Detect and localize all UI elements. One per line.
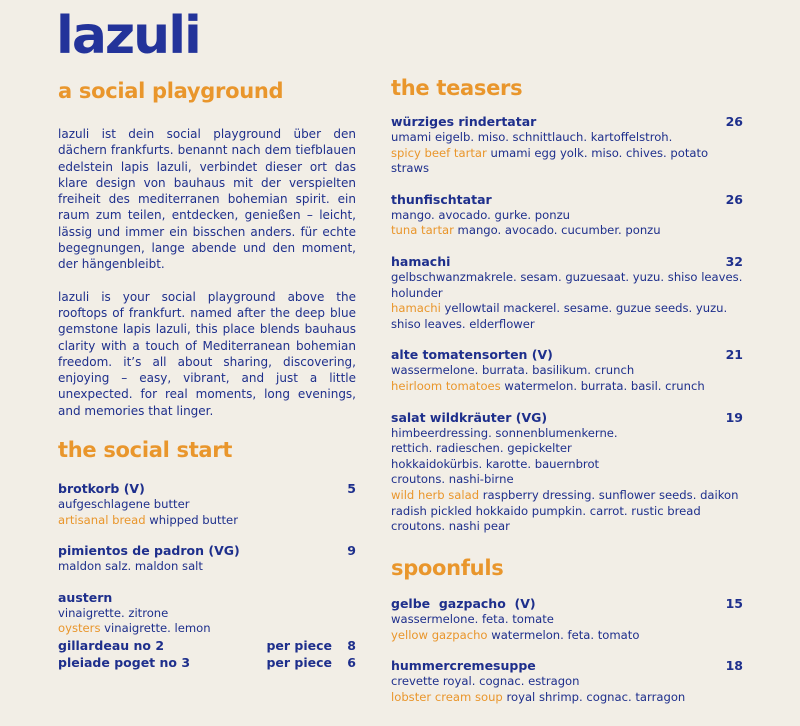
item-desc-en [58, 513, 356, 529]
item-en-desc: mango. avocado. cucumber. ponzu [453, 223, 661, 238]
item-en-desc: whipped butter [145, 512, 238, 527]
item-price: 15 [725, 596, 743, 611]
sub-item [58, 654, 356, 671]
item-en-desc: royal shrimp. cognac. tarragon [502, 689, 686, 704]
intro-text-de: lazuli ist dein social playground über den dächern frankfurts. benannt nach dem tiefblauen edelstein lapis lazuli, verbindet dieser ort das klare design von bauhaus mit der verspielten freiheit des mediterranen bohemian spirit. ein raum zum teilen, entdecken, genießen – leicht, lässig und immer ein bisschen anders. für echte begegnungen, lange abende und den moment, der hängenbleibt. [58, 127, 356, 272]
menu-item [391, 113, 743, 177]
item-en-name: spicy beef tartar [391, 145, 487, 160]
sub-item-unit: per piece [266, 654, 332, 670]
sub-item-unit: per piece [266, 637, 332, 653]
section-title: spoonfuls [391, 556, 504, 580]
item-desc-de: aufgeschlagene butter [58, 497, 190, 511]
brand-logo: lazuli [56, 6, 200, 66]
menu-item [391, 595, 743, 643]
sub-item [58, 637, 356, 654]
item-desc-de: gelbschwanzmakrele. sesam. guzuesaat. yuzu. shiso leaves. holunder [391, 269, 743, 300]
item-en-name: oysters [58, 621, 101, 636]
sub-item-name: pleiade poget no 3 [58, 654, 191, 670]
item-en-desc: raspberry dressing. sunflower seeds. daikon radish pickled hokkaido pumpkin. carrot. rustic bread croutons. nashi pear [391, 487, 739, 534]
item-en-desc: watermelon. burrata. basil. crunch [500, 378, 705, 393]
menu-item [391, 409, 743, 535]
item-desc-de: wassermelone. feta. tomate [391, 612, 554, 626]
menu-item [58, 542, 356, 575]
intro-section [58, 78, 356, 419]
item-price: 26 [725, 191, 743, 207]
item-name: thunfischtatar [391, 191, 492, 207]
teasers-section [391, 75, 743, 535]
item-name: alte tomatensorten (V) [391, 347, 553, 363]
item-name: würziges rindertatar [391, 114, 537, 129]
item-en-name: yellow gazpacho [391, 627, 488, 642]
item-desc-en [391, 223, 743, 239]
item-en-desc: vinaigrette. lemon [100, 621, 211, 636]
item-en-desc: watermelon. feta. tomato [487, 627, 640, 642]
spoonfuls-section [391, 555, 743, 705]
item-desc-de: umami eigelb. miso. schnittlauch. kartoffelstroh. [391, 130, 673, 144]
item-name: hamachi [391, 253, 451, 269]
item-desc-en [391, 379, 743, 395]
item-en-desc: yellowtail mackerel. sesame. guzue seeds. yuzu. shiso leaves. elderflower [391, 301, 728, 331]
item-desc-de: wassermelone. burrata. basilikum. crunch [391, 363, 635, 378]
item-price: 9 [347, 543, 356, 559]
menu-item [391, 191, 743, 239]
menu-item [58, 480, 356, 528]
menu-item [391, 253, 743, 332]
item-desc-de: maldon salz. maldon salt [58, 559, 203, 574]
item-desc-de: vinaigrette. zitrone [58, 605, 169, 620]
item-desc-en [391, 628, 743, 644]
menu-item [58, 589, 356, 671]
menu-item [391, 657, 743, 705]
item-desc-en [391, 146, 743, 177]
section-title: the teasers [391, 76, 523, 100]
social-start-section [58, 437, 356, 671]
section-title: the social start [58, 438, 233, 462]
item-price: 19 [725, 409, 743, 425]
item-en-desc: umami egg yolk. miso. chives. potato straws [391, 145, 709, 176]
item-desc-en [391, 301, 743, 332]
item-desc-de: mango. avocado. gurke. ponzu [391, 207, 571, 222]
item-en-name: hamachi [391, 301, 441, 316]
sub-item-name: gillardeau no 2 [58, 637, 165, 653]
menu-item [391, 346, 743, 394]
item-price: 18 [725, 658, 743, 674]
intro-text-en: lazuli is your social playground above the rooftops of frankfurt. named after the deep blue gemstone lapis lazuli, this place blends bauhaus clarity with a touch of Mediterranean bohemian freedom. it’s all about sharing, discovering, enjoying – easy, vibrant, and just a little unexpected. for real moments, long evenings, and memories that linger. [58, 289, 356, 418]
item-en-name: lobster cream soup [391, 689, 503, 704]
item-en-name: tuna tartar [391, 223, 454, 238]
item-en-name: heirloom tomatoes [391, 378, 501, 393]
item-price: 26 [725, 114, 743, 129]
item-desc-en [391, 690, 743, 706]
item-name: salat wildkräuter (VG) [391, 409, 548, 425]
sub-item-price: 6 [347, 654, 356, 670]
item-name: gelbe gazpacho (V) [391, 596, 536, 611]
item-en-name: wild herb salad [391, 487, 480, 502]
item-name: hummercremesuppe [391, 658, 536, 674]
item-en-name: artisanal bread [58, 512, 146, 527]
item-name: austern [58, 589, 113, 605]
item-name: pimientos de padron (VG) [58, 543, 240, 559]
item-desc-en [58, 621, 356, 637]
item-price: 32 [725, 253, 743, 269]
item-price: 21 [725, 347, 743, 363]
item-desc-de: crevette royal. cognac. estragon [391, 674, 580, 689]
item-price: 5 [347, 481, 356, 496]
sub-item-price: 8 [347, 637, 356, 653]
item-desc-en [391, 488, 743, 535]
item-desc-de: himbeerdressing. sonnenblumenkerne. rettich. radieschen. gepickelter hokkaidokürbis. karotte. bauernbrot croutons. nashi-birne [391, 425, 618, 487]
intro-title: a social playground [58, 79, 284, 103]
item-name: brotkorb (V) [58, 481, 145, 496]
